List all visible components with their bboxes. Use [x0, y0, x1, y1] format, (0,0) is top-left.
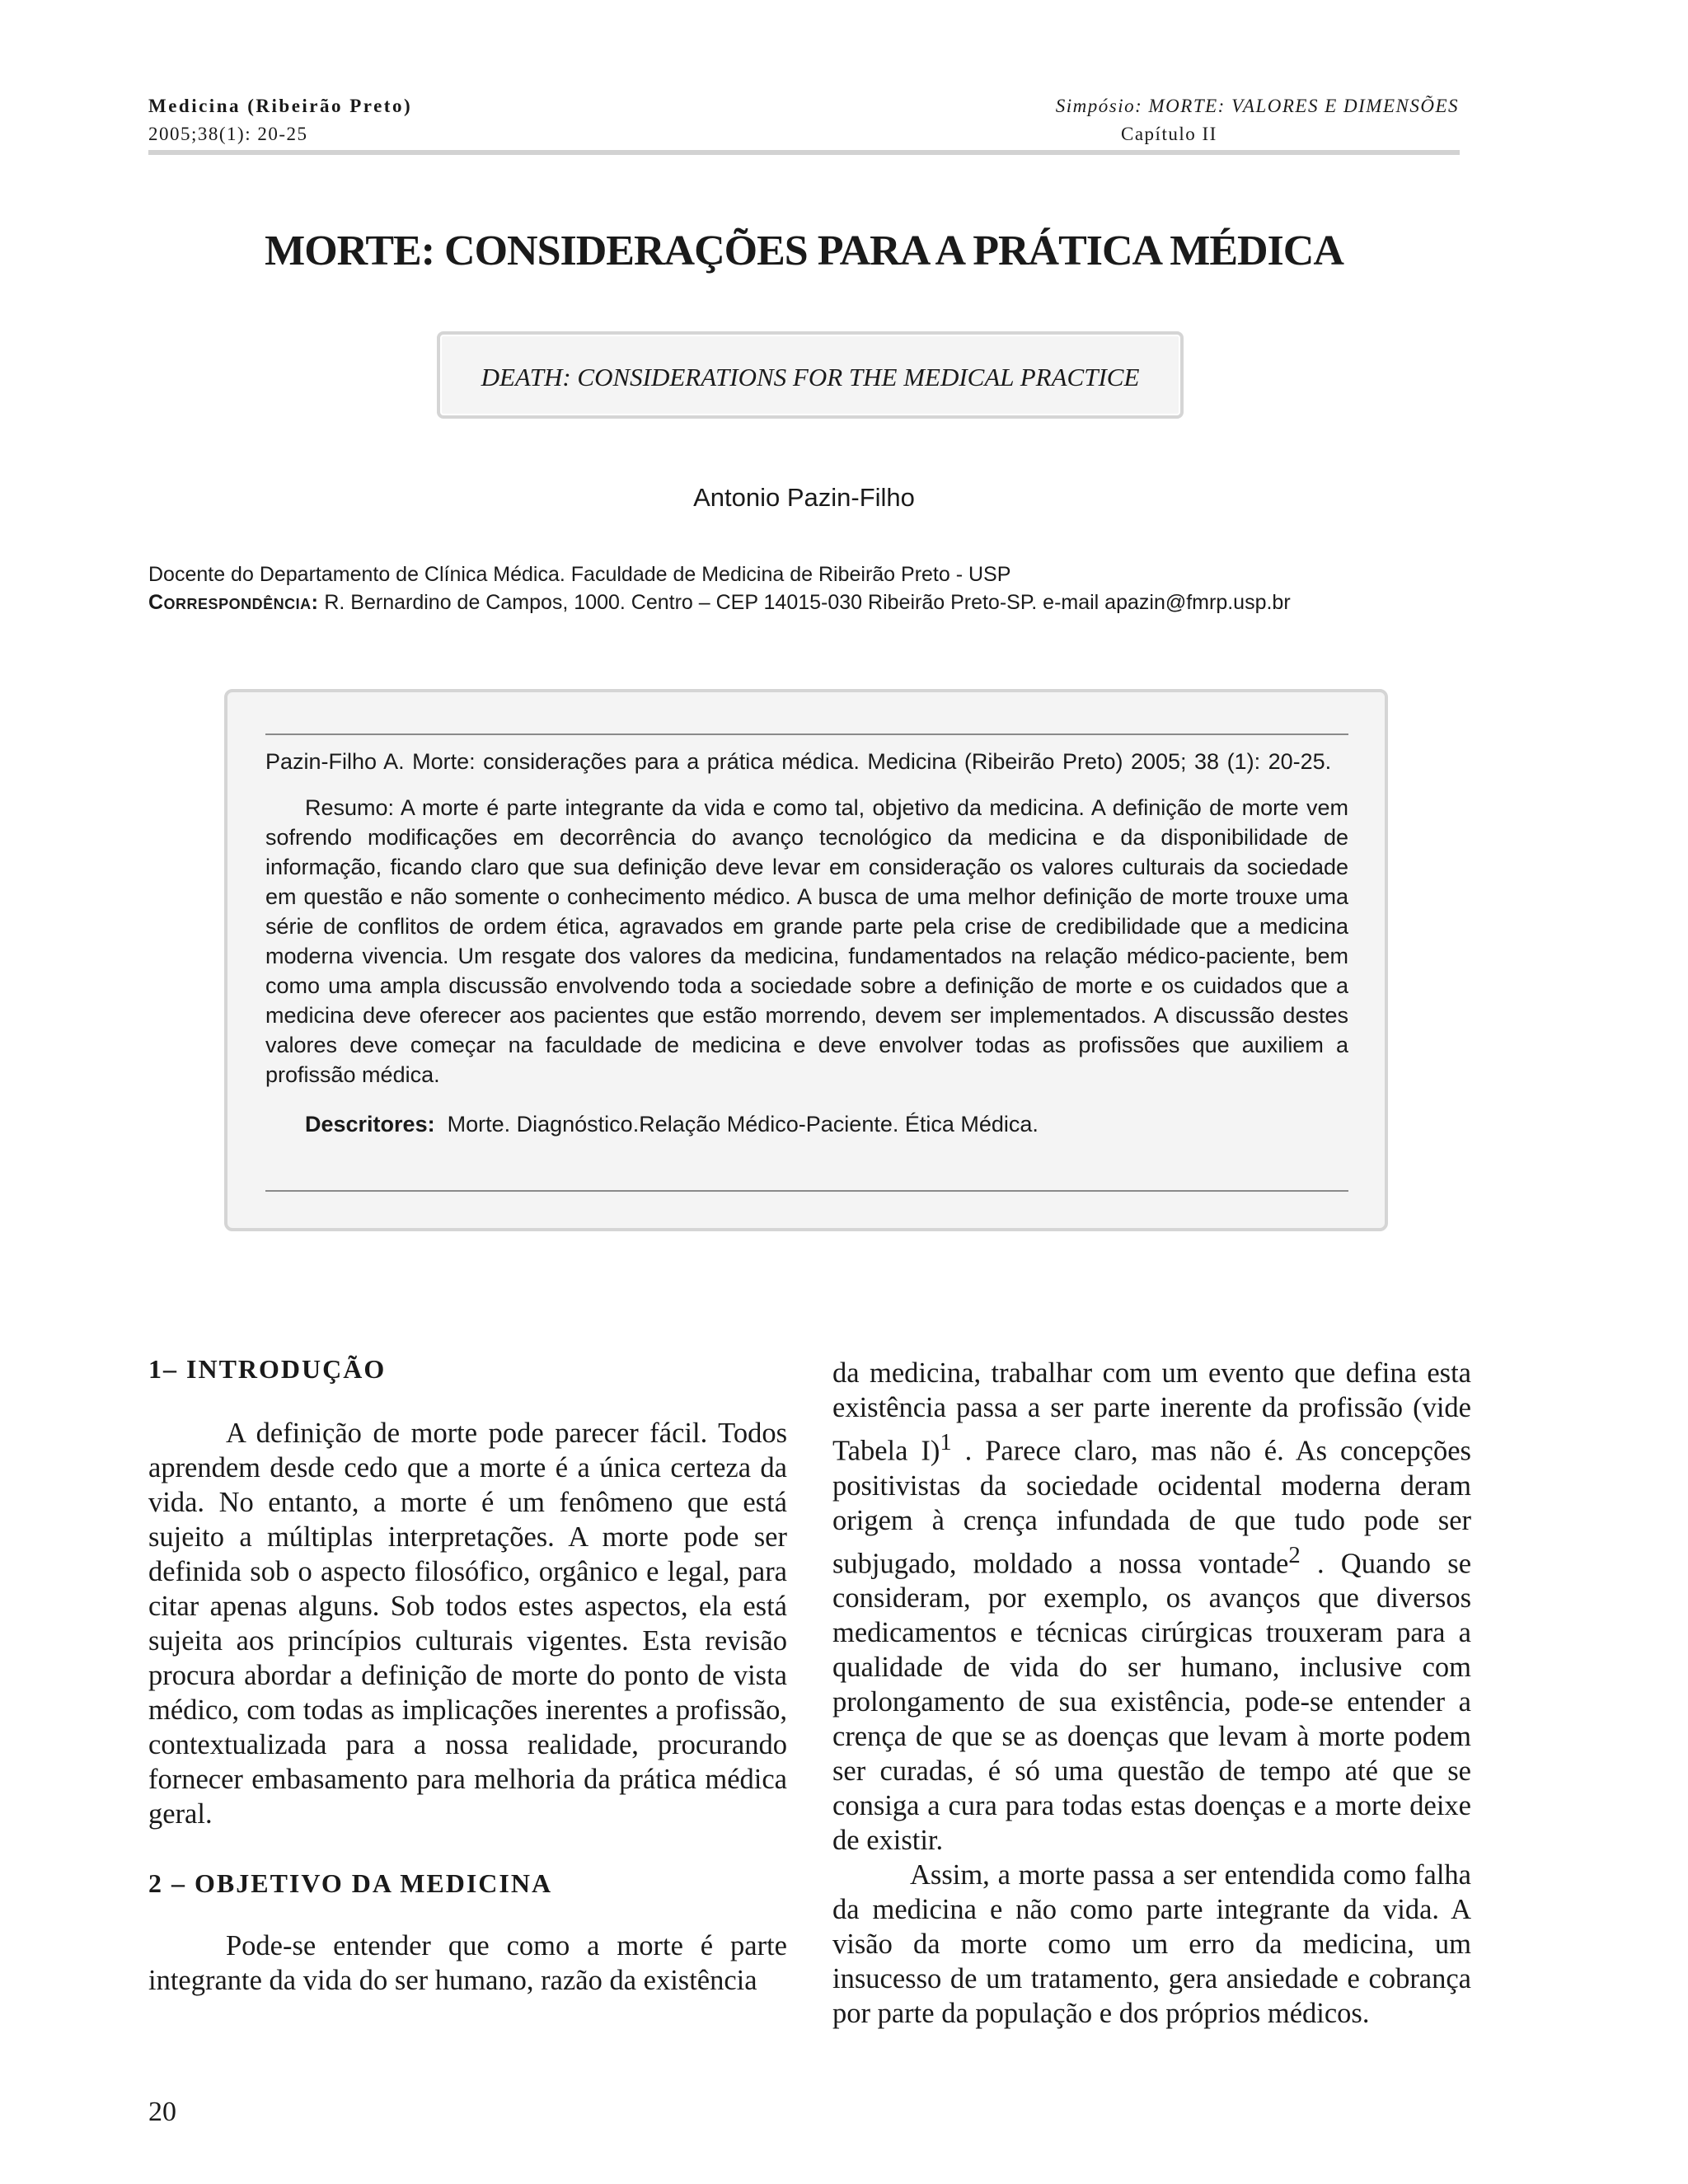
- section-heading-objective: 2 – OBJETIVO DA MEDICINA: [148, 1868, 553, 1898]
- abstract-bottom-rule: [265, 1190, 1348, 1192]
- symposium-title: MORTE: VALORES E DIMENSÕES: [1148, 96, 1459, 116]
- objective-paragraph: Pode-se entender que como a morte é parte integrante da vida do ser humano, razão da existência: [148, 1930, 787, 1996]
- abstract-top-rule: [265, 733, 1348, 735]
- header-right: [1022, 92, 1459, 148]
- header-rule: [148, 150, 1460, 155]
- symposium-label: Simpósio:: [1055, 96, 1143, 116]
- second-paragraph: Assim, a morte passa a ser entendida como falha da medicina e não como parte integrante da vida. A visão da morte como um erro da medicina, um insucesso de um tratamento, gera ansiedade e cobrança por parte da população e dos próprios médicos.: [832, 1859, 1471, 2029]
- journal-name: Medicina (Ribeirão Preto): [148, 96, 413, 116]
- symposium-line: [1022, 92, 1459, 120]
- correspondence-line: [148, 588, 1291, 616]
- journal-issue: 2005;38(1): 20-25: [148, 124, 308, 144]
- continued-text-3: . Quando se consideram, por exemplo, os avanços que diversos medicamentos e técnicas cirúrgicas trouxeram para a qualidade de vida do ser humano, inclusive com prolongamento de sua existência, pode-se entender a crença de que se as doenças que levam à morte podem ser curadas, é só uma questão de tempo até que se consiga a cura para todas estas doenças e a morte deixe de existir.: [832, 1548, 1472, 1856]
- reference-1: 1: [940, 1429, 952, 1455]
- intro-paragraph: A definição de morte pode parecer fácil. Todos aprendem desde cedo que a morte é a única certeza da vida. No entanto, a morte é um fenômeno que está sujeito a múltiplas interpretações. A morte pode ser definida sob o aspecto filosófico, orgânico e legal, para citar apenas alguns. Sob todos estes aspectos, ela está sujeita aos princípios culturais vigentes. Esta revisão procura abordar a definição de morte do ponto de vista médico, com todas as implicações inerentes a profissão, contextualizada para a nossa realidade, procurando fornecer embasamento para melhoria da prática médica geral.: [148, 1418, 787, 1830]
- page-number: 20: [148, 2097, 176, 2127]
- abstract-descriptors: [265, 1109, 1348, 1139]
- english-title: DEATH: CONSIDERATIONS FOR THE MEDICAL PRACTICE: [481, 363, 1140, 391]
- abstract-content: [265, 747, 1348, 1139]
- abstract-citation: Pazin-Filho A. Morte: considerações para a prática médica. Medicina (Ribeirão Preto) 2005; 38 (1): 20-25.: [265, 749, 1332, 774]
- abstract-box: [224, 689, 1388, 1231]
- correspondence-address: R. Bernardino de Campos, 1000. Centro – CEP 14015-030 Ribeirão Preto-SP. e-mail apazin@fmrp.usp.br: [324, 591, 1291, 614]
- affiliation: Docente do Departamento de Clínica Médica. Faculdade de Medicina de Ribeirão Preto - USP: [148, 563, 1011, 586]
- right-column: [832, 1356, 1471, 2031]
- header-left: [148, 92, 412, 148]
- descriptors-text: Morte. Diagnóstico.Relação Médico-Paciente. Ética Médica.: [447, 1112, 1039, 1137]
- continued-text-1: da medicina, trabalhar com um evento que defina esta existência passa a ser parte inerente da profissão (vide Tabela I): [832, 1357, 1471, 1467]
- chapter-label: Capítulo II: [1121, 124, 1217, 144]
- affiliation-block: [148, 560, 1291, 616]
- correspondence-label: Correspondência:: [148, 591, 319, 614]
- continued-paragraph: [832, 1356, 1471, 1858]
- section-heading-introduction: 1– INTRODUÇÃO: [148, 1354, 387, 1384]
- left-column: [148, 1352, 787, 1998]
- continued-text-2: . Parece claro, mas não é. As concepções positivistas da sociedade ocidental moderna deram origem à crença infundada de que tudo pode ser subjugado, moldado a nossa vontade: [832, 1435, 1471, 1579]
- descriptors-label: Descritores:: [305, 1112, 435, 1137]
- abstract-summary: Resumo: A morte é parte integrante da vida e como tal, objetivo da medicina. A definição de morte vem sofrendo modificações em decorrência do avanço tecnológico da medicina e da disponibilidade de informação, ficando claro que sua definição deve levar em consideração os valores culturais da sociedade em questão e não somente o conhecimento médico. A busca de uma melhor definição de morte trouxe uma série de conflitos de ordem ética, agravados em grande parte pela crise de credibilidade que a medicina moderna vivencia. Um resgate dos valores da medicina, fundamentados na relação médico-paciente, bem como uma ampla discussão envolvendo toda a sociedade sobre a definição de morte e os cuidados que a medicina deve oferecer aos pacientes que estão morrendo, devem ser implementados. A discussão destes valores deve começar na faculdade de medicina e deve envolver todas as profissões que auxiliem a profissão médica.: [265, 795, 1348, 1087]
- author-name: Antonio Pazin-Filho: [693, 483, 915, 512]
- english-title-box: [437, 331, 1184, 419]
- reference-2: 2: [1288, 1541, 1301, 1568]
- article-title: MORTE: CONSIDERAÇÕES PARA A PRÁTICA MÉDICA: [265, 227, 1343, 274]
